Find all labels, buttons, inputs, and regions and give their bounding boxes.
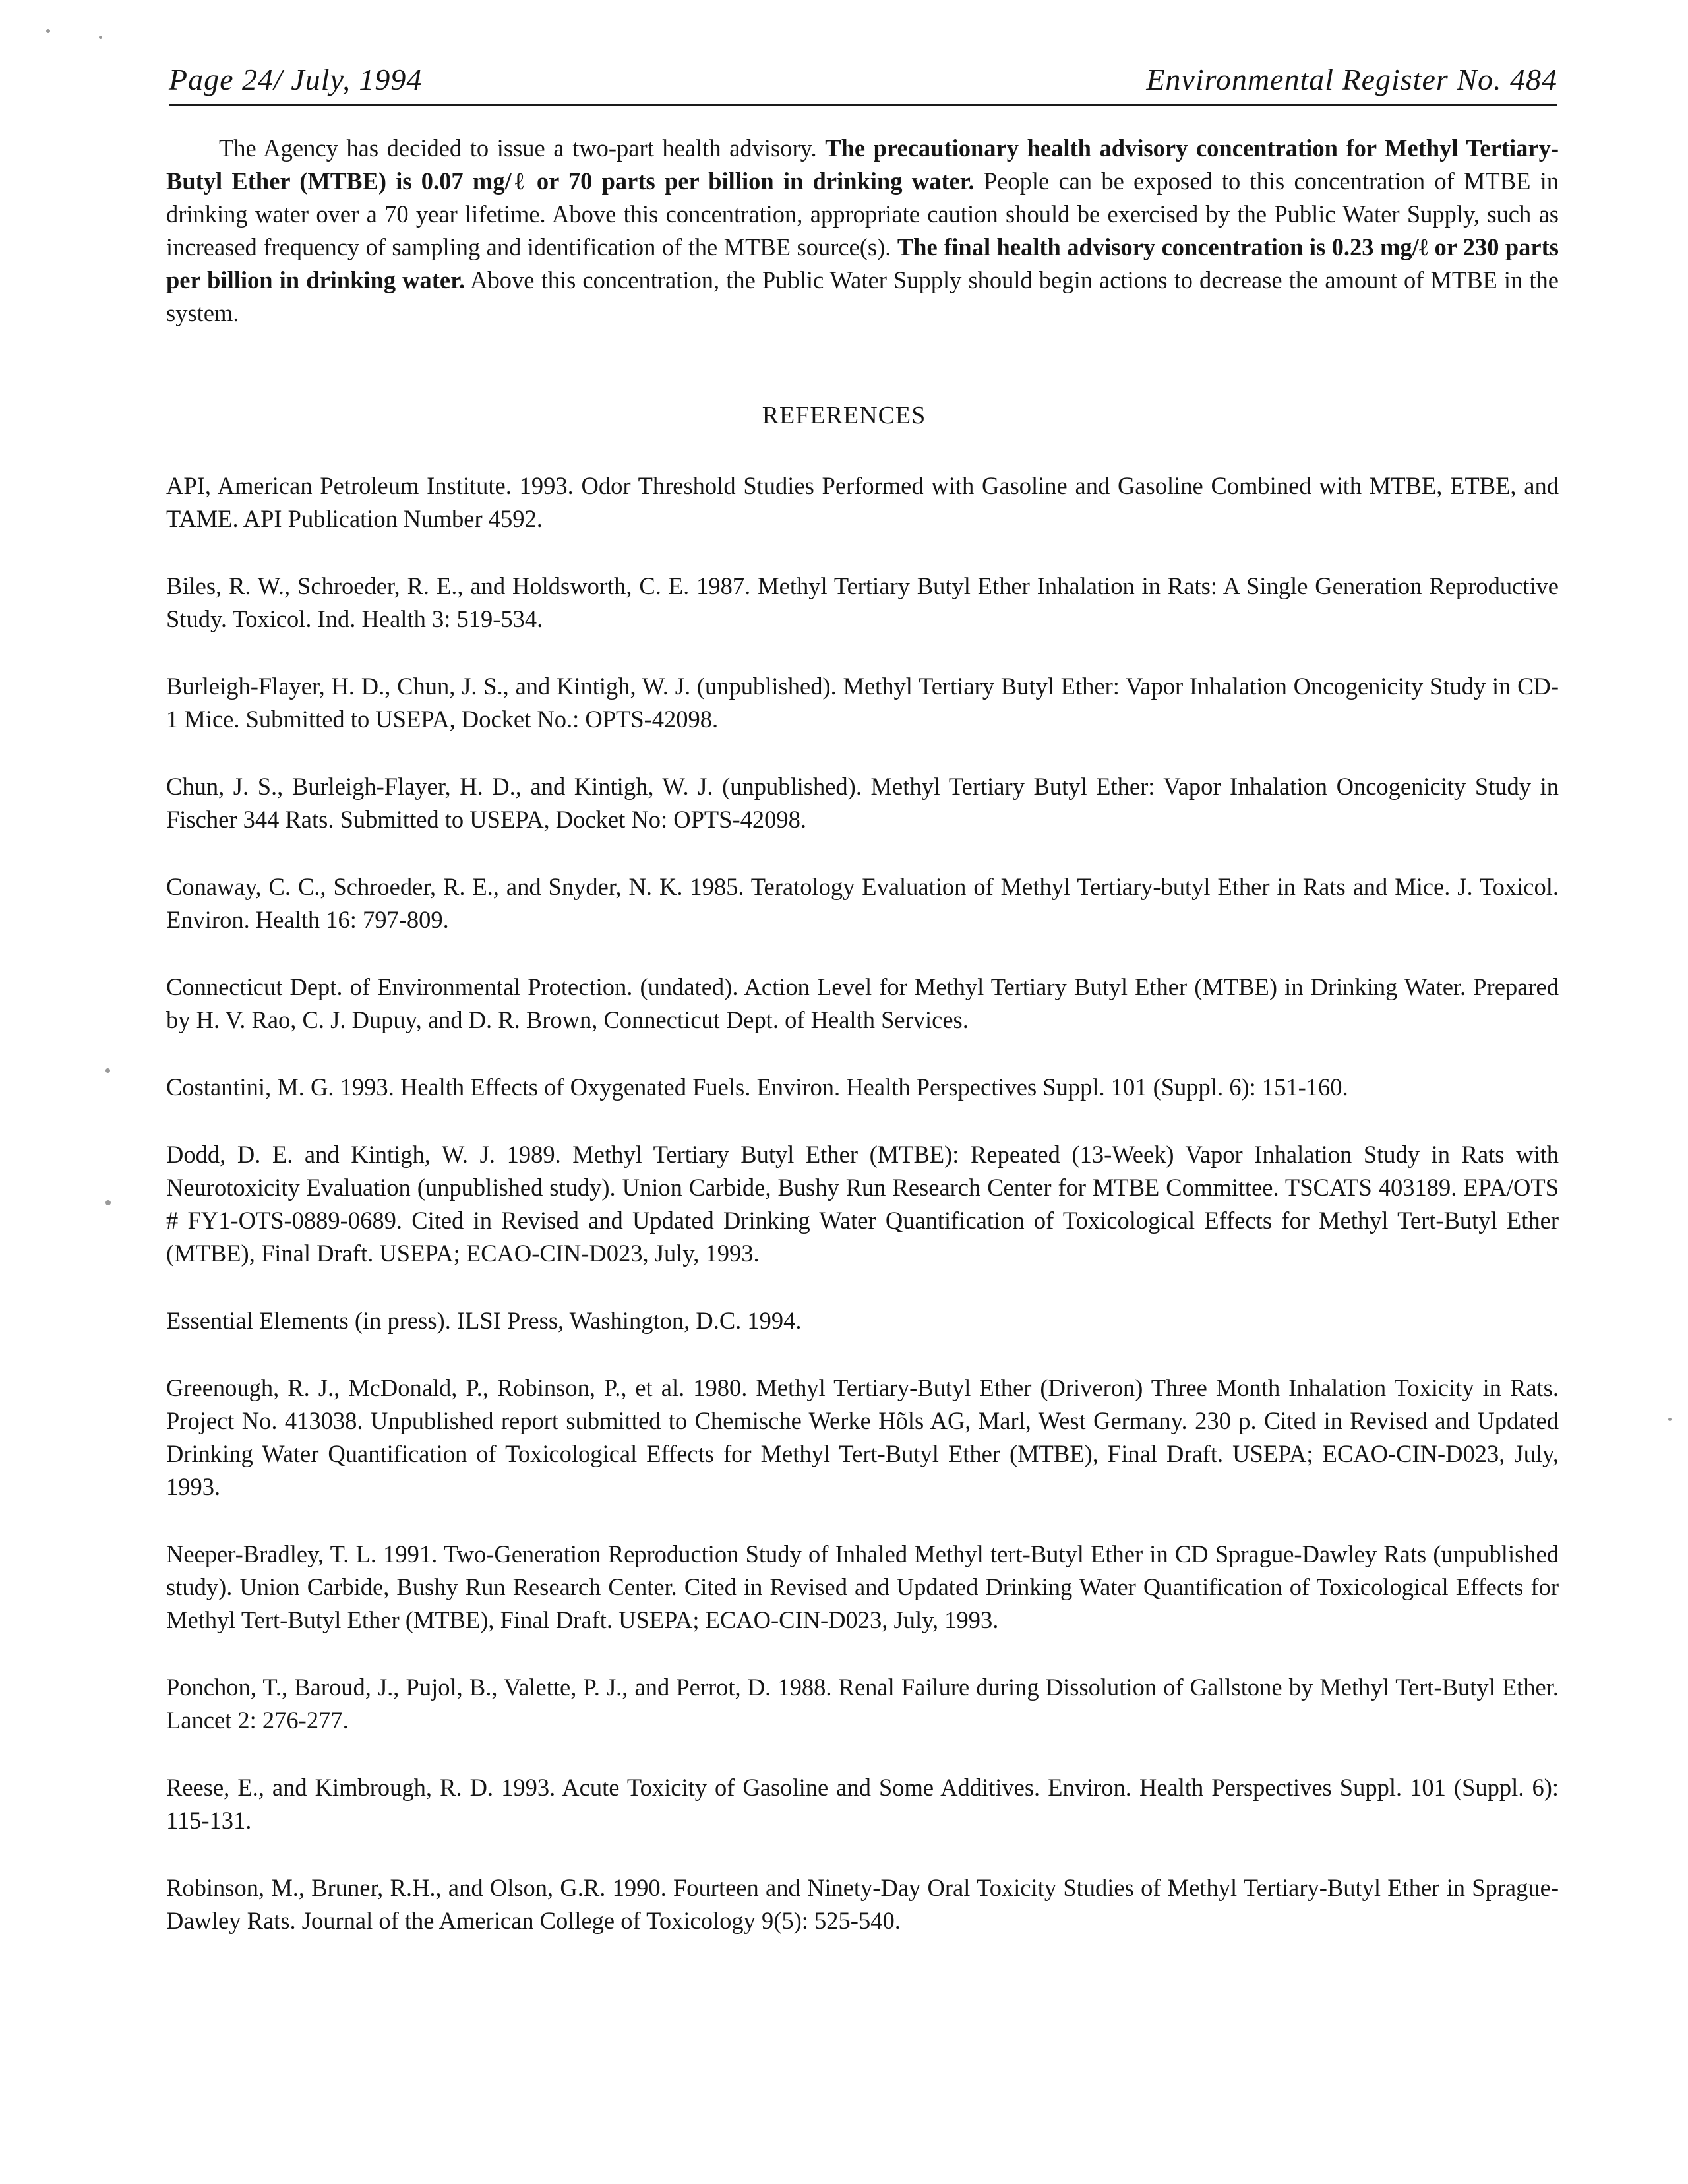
reference-item: API, American Petroleum Institute. 1993. Odor Threshold Studies Performed with Gasoline and Gasoline Combined with MTBE, ETBE, and TAME. API Publication Number 4592.	[166, 472, 1559, 532]
scan-speck	[106, 1068, 110, 1073]
header-page-date: Page 24/ July, 1994	[169, 63, 423, 96]
scan-speck	[99, 36, 102, 39]
page-header	[169, 55, 1557, 102]
intro-text-3: Above this concentration, the Public Water Supply should begin actions to decrease the amount of MTBE in the system.	[166, 266, 1559, 326]
reference-item: Connecticut Dept. of Environmental Protection. (undated). Action Level for Methyl Tertiary Butyl Ether (MTBE) in Drinking Water. Prepared by H. V. Rao, C. J. Dupuy, and D. R. Brown, Connecticut Dept. of Health Services.	[166, 973, 1559, 1033]
reference-item: Ponchon, T., Baroud, J., Pujol, B., Valette, P. J., and Perrot, D. 1988. Renal Failure during Dissolution of Gallstone by Methyl Tert-Butyl Ether. Lancet 2: 276-277.	[166, 1674, 1559, 1734]
reference-item: Neeper-Bradley, T. L. 1991. Two-Generation Reproduction Study of Inhaled Methyl tert-Butyl Ether in CD Sprague-Dawley Rats (unpublished study). Union Carbide, Bushy Run Research Center. Cited in Revised and Updated Drinking Water Quantification of Toxicological Effects for Methyl Tert-Butyl Ether (MTBE), Final Draft. USEPA; ECAO-CIN-D023, July, 1993.	[166, 1540, 1559, 1633]
intro-bold-1: The precautionary health advisory concentration for Methyl Tertiary-Butyl Ether (MTBE) is 0.07 mg/ℓ or 70 parts per billion in drinking water.	[166, 135, 1559, 195]
scan-speck	[46, 29, 50, 33]
intro-bold-2: The final health advisory concentration is 0.23 mg/ℓ or 230 parts per billion in drinking water.	[166, 233, 1559, 293]
reference-item: Essential Elements (in press). ILSI Press, Washington, D.C. 1994.	[166, 1307, 802, 1334]
intro-text-1: The Agency has decided to issue a two-part health advisory.	[219, 135, 826, 162]
health-advisory-paragraph	[166, 132, 1559, 330]
intro-text-2: People can be exposed to this concentration of MTBE in drinking water over a 70 year lifetime. Above this concentration, appropriate caution should be exercised by the Public Water Supply, such as increased frequency of sampling and identification of the MTBE source(s).	[166, 167, 1559, 260]
reference-item: Conaway, C. C., Schroeder, R. E., and Snyder, N. K. 1985. Teratology Evaluation of Methyl Tertiary-butyl Ether in Rats and Mice. J. Toxicol. Environ. Health 16: 797-809.	[166, 873, 1559, 933]
header-publication: Environmental Register No. 484	[1146, 63, 1557, 96]
header-rule	[169, 104, 1557, 106]
scan-speck	[1668, 1418, 1672, 1421]
reference-item: Greenough, R. J., McDonald, P., Robinson, P., et al. 1980. Methyl Tertiary-Butyl Ether (Driveron) Three Month Inhalation Toxicity in Rats. Project No. 413038. Unpublished report submitted to Chemische Werke Hõls AG, Marl, West Germany. 230 p. Cited in Revised and Updated Drinking Water Quantification of Toxicological Effects for Methyl Tert-Butyl Ether (MTBE), Final Draft. USEPA; ECAO-CIN-D023, July, 1993.	[166, 1374, 1559, 1500]
reference-item: Dodd, D. E. and Kintigh, W. J. 1989. Methyl Tertiary Butyl Ether (MTBE): Repeated (13-Week) Vapor Inhalation Study in Rats with Neurotoxicity Evaluation (unpublished study). Union Carbide, Bushy Run Research Center for MTBE Committee. TSCATS 403189. EPA/OTS # FY1-OTS-0889-0689. Cited in Revised and Updated Drinking Water Quantification of Toxicological Effects for Methyl Tert-Butyl Ether (MTBE), Final Draft. USEPA; ECAO-CIN-D023, July, 1993.	[166, 1141, 1559, 1267]
reference-item: Robinson, M., Bruner, R.H., and Olson, G.R. 1990. Fourteen and Ninety-Day Oral Toxicity Studies of Methyl Tertiary-Butyl Ether in Sprague-Dawley Rats. Journal of the American College of Toxicology 9(5): 525-540.	[166, 1874, 1559, 1934]
references-heading: REFERENCES	[762, 402, 926, 429]
reference-item: Costantini, M. G. 1993. Health Effects of Oxygenated Fuels. Environ. Health Perspectives Suppl. 101 (Suppl. 6): 151-160.	[166, 1074, 1348, 1101]
reference-item: Biles, R. W., Schroeder, R. E., and Holdsworth, C. E. 1987. Methyl Tertiary Butyl Ether Inhalation in Rats: A Single Generation Reproductive Study. Toxicol. Ind. Health 3: 519-534.	[166, 572, 1559, 632]
reference-item: Chun, J. S., Burleigh-Flayer, H. D., and Kintigh, W. J. (unpublished). Methyl Tertiary Butyl Ether: Vapor Inhalation Oncogenicity Study in Fischer 344 Rats. Submitted to USEPA, Docket No: OPTS-42098.	[166, 773, 1559, 833]
reference-item: Reese, E., and Kimbrough, R. D. 1993. Acute Toxicity of Gasoline and Some Additives. Environ. Health Perspectives Suppl. 101 (Suppl. 6): 115-131.	[166, 1774, 1559, 1834]
reference-item: Burleigh-Flayer, H. D., Chun, J. S., and Kintigh, W. J. (unpublished). Methyl Tertiary Butyl Ether: Vapor Inhalation Oncogenicity Study in CD-1 Mice. Submitted to USEPA, Docket No.: OPTS-42098.	[166, 673, 1559, 733]
references-list	[166, 470, 1559, 1972]
scan-speck	[106, 1200, 111, 1205]
